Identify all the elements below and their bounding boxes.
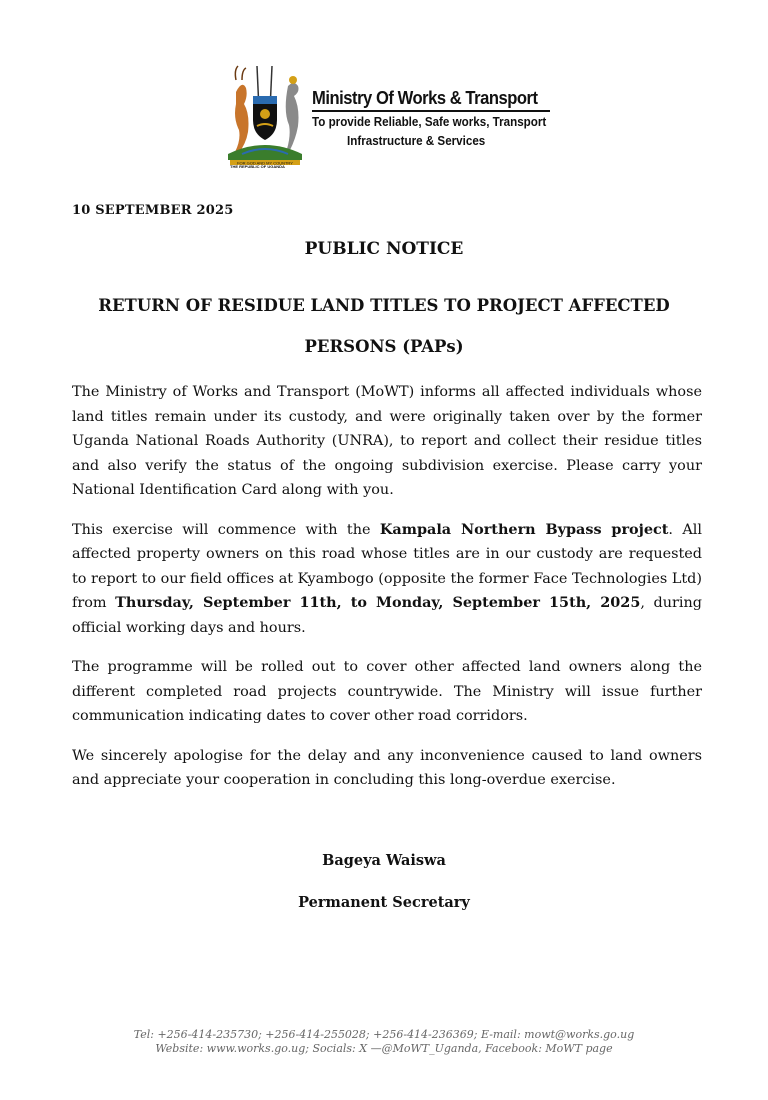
paragraph-1: The Ministry of Works and Transport (MoWT) informs all affected individuals whose land titles remain under its custody, and were originally taken over by the former Uganda National Roads Authority (UNRA), to report and collect their residue titles and also verify the status of the ongoing subdivision exercise. Please carry your National Identification Card along with you.	[72, 384, 702, 498]
footer-contacts	[0, 1028, 768, 1056]
letterhead-rule	[312, 110, 550, 112]
project-name: Kampala Northern Bypass project	[379, 520, 669, 538]
notice-body	[72, 380, 702, 808]
paragraph-2-text-a: This exercise will commence with the	[72, 521, 380, 538]
exercise-dates: Thursday, September 11th, to Monday, September 15th, 2025	[115, 594, 641, 611]
coat-of-arms-icon	[222, 62, 308, 172]
ministry-branding	[312, 88, 562, 148]
paragraph-2	[72, 518, 702, 641]
subject-line1: RETURN OF RESIDUE LAND TITLES TO PROJECT AFFECTED	[98, 296, 670, 315]
signatory-name: Bageya Waiswa	[322, 852, 446, 869]
notice-subject	[60, 285, 708, 367]
tagline-line2: Infrastructure & Services	[347, 134, 486, 148]
paragraph-2-text-c: , during official working days and hours.	[72, 595, 702, 636]
footer-line1: Tel: +256-414-235730; +256-414-255028; +256-414-236369; E-mail: mowt@works.go.ug	[133, 1028, 635, 1041]
ministry-name: Ministry Of Works & Transport	[312, 88, 538, 108]
notice-title: PUBLIC NOTICE	[304, 239, 464, 259]
svg-text:FOR GOD AND MY COUNTRY: FOR GOD AND MY COUNTRY	[237, 160, 293, 166]
paragraph-2-text-b: . All affected property owners on this road whose titles are in our custody are requested to report to our field offices at Kyambogo (opposite the former Face Technologies Ltd) from	[72, 521, 702, 611]
paragraph-3: The programme will be rolled out to cover other affected land owners along the different completed road projects countrywide. The Ministry will issue further communication indicating dates to cover other road corridors.	[72, 659, 702, 724]
signatory-title: Permanent Secretary	[298, 894, 470, 911]
paragraph-4: We sincerely apologise for the delay and any inconvenience caused to land owners and appreciate your cooperation in concluding this long-overdue exercise.	[72, 747, 702, 788]
subject-line2: PERSONS (PAPs)	[304, 337, 464, 356]
letterhead	[222, 62, 562, 174]
tagline-line1: To provide Reliable, Safe works, Transport	[312, 115, 547, 129]
notice-date: 10 SEPTEMBER 2025	[72, 203, 234, 218]
footer-line2: Website: www.works.go.ug; Socials: X —@MoWT_Uganda, Facebook: MoWT page	[155, 1042, 613, 1055]
crest-caption: THE REPUBLIC OF UGANDA	[230, 164, 285, 169]
